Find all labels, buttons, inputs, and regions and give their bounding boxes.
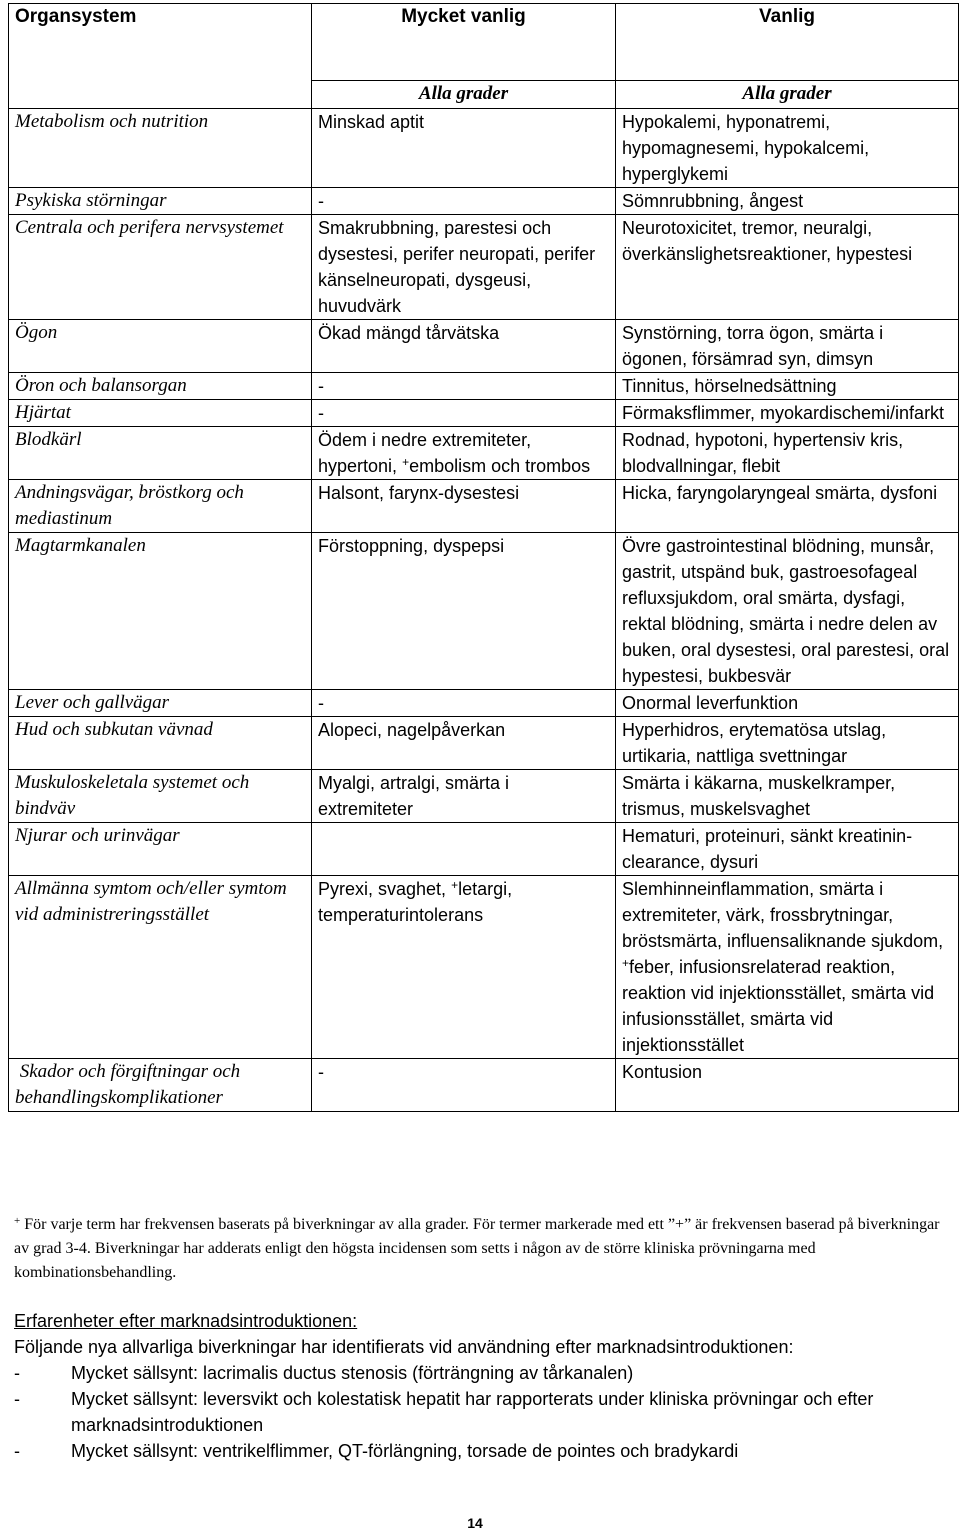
post-marketing-intro: Följande nya allvarliga biverkningar har identifierats vid användning efter marknadsintroduktionen: [14, 1337, 794, 1357]
very-common-cell: - [312, 373, 616, 400]
common-cell: Hyperhidros, erytematösa utslag, urtikaria, nattliga svettningar [616, 717, 959, 770]
list-item-text: Mycket sällsynt: lacrimalis ductus stenosis (förträngning av tårkanalen) [71, 1363, 634, 1383]
common-text-pre: Slemhinneinflammation, smärta i extremiteter, värk, frossbrytningar, bröstsmärta, influensaliknande sjukdom, [622, 879, 944, 951]
table-row [9, 876, 959, 1059]
table-row [9, 400, 959, 427]
very-common-cell: - [312, 188, 616, 215]
common-cell: Sömnrubbning, ångest [616, 188, 959, 215]
common-cell: Neurotoxicitet, tremor, neuralgi, överkänslighetsreaktioner, hypestesi [616, 215, 959, 320]
common-cell: Hematuri, proteinuri, sänkt kreatinin-clearance, dysuri [616, 823, 959, 876]
list-item [14, 1360, 944, 1386]
very-common-text-pre: Pyrexi, svaghet, [318, 879, 452, 899]
organ-cell: Allmänna symtom och/eller symtom vid administreringsstället [9, 876, 312, 1059]
common-text-post: feber, infusionsrelaterad reaktion, reaktion vid injektionsstället, smärta vid infusionsstället, smärta vid injektionsstället [622, 957, 935, 1055]
common-cell: Kontusion [616, 1059, 959, 1112]
organ-cell: Andningsvägar, bröstkorg och mediastinum [9, 480, 312, 533]
header-organsystem: Organsystem [9, 4, 312, 109]
adverse-reactions-table [8, 3, 959, 1112]
table-row [9, 427, 959, 480]
table-row [9, 373, 959, 400]
table-header-row [9, 4, 959, 81]
table-row [9, 1059, 959, 1112]
table-row [9, 823, 959, 876]
organ-cell: Njurar och urinvägar [9, 823, 312, 876]
very-common-cell: - [312, 1059, 616, 1112]
table-row [9, 320, 959, 373]
plus-marker: + [451, 878, 459, 892]
table-row [9, 109, 959, 188]
table-row [9, 215, 959, 320]
very-common-cell: Minskad aptit [312, 109, 616, 188]
post-marketing-section [14, 1308, 944, 1464]
bullet-dash: - [14, 1363, 20, 1383]
organ-cell: Metabolism och nutrition [9, 109, 312, 188]
table-row [9, 188, 959, 215]
list-item [14, 1386, 944, 1438]
common-cell: Hicka, faryngolaryngeal smärta, dysfoni [616, 480, 959, 533]
bullet-dash: - [14, 1441, 20, 1461]
very-common-cell: Ökad mängd tårvätska [312, 320, 616, 373]
grade-label-very-common: Alla grader [312, 81, 616, 109]
very-common-cell: Halsont, farynx-dysestesi [312, 480, 616, 533]
organ-cell: Magtarmkanalen [9, 533, 312, 690]
very-common-cell: - [312, 690, 616, 717]
table-row [9, 690, 959, 717]
table-row [9, 770, 959, 823]
very-common-text-pre: Ödem i nedre extremiteter, hypertoni, [318, 430, 532, 476]
very-common-cell: Alopeci, nagelpåverkan [312, 717, 616, 770]
very-common-cell: - [312, 400, 616, 427]
organ-cell: Hud och subkutan vävnad [9, 717, 312, 770]
common-cell: Förmaksflimmer, myokardischemi/infarkt [616, 400, 959, 427]
organ-cell: Muskuloskeletala systemet och bindväv [9, 770, 312, 823]
organ-cell: Psykiska störningar [9, 188, 312, 215]
plus-marker: + [622, 956, 630, 970]
organ-cell: Lever och gallvägar [9, 690, 312, 717]
very-common-text-post: embolism och trombos [409, 456, 591, 476]
organ-cell: Skador och förgiftningar och behandlingskomplikationer [9, 1059, 312, 1112]
very-common-cell [312, 427, 616, 480]
common-cell: Onormal leverfunktion [616, 690, 959, 717]
organ-cell: Blodkärl [9, 427, 312, 480]
table-row [9, 717, 959, 770]
very-common-cell: Förstoppning, dyspepsi [312, 533, 616, 690]
grade-label-common: Alla grader [616, 81, 959, 109]
common-cell: Tinnitus, hörselnedsättning [616, 373, 959, 400]
list-item-text: Mycket sällsynt: leversvikt och kolestatisk hepatit har rapporterats under kliniska prövningar och efter marknadsintroduktionen [71, 1389, 874, 1435]
very-common-cell [312, 823, 616, 876]
common-cell: Synstörning, torra ögon, smärta i ögonen, försämrad syn, dimsyn [616, 320, 959, 373]
organ-cell: Ögon [9, 320, 312, 373]
table-row [9, 480, 959, 533]
list-item-text: Mycket sällsynt: ventrikelflimmer, QT-förlängning, torsade de pointes och bradykardi [71, 1441, 739, 1461]
bullet-dash: - [14, 1389, 20, 1409]
plus-marker: + [402, 455, 410, 469]
common-cell: Smärta i käkarna, muskelkramper, trismus, muskelsvaghet [616, 770, 959, 823]
table-row [9, 533, 959, 690]
post-marketing-heading: Erfarenheter efter marknadsintroduktionen: [14, 1311, 358, 1331]
common-cell: Övre gastrointestinal blödning, munsår, gastrit, utspänd buk, gastroesofageal refluxsjukdom, oral smärta, dysfagi, rektal blödning, smärta i nedre delen av buken, oral dysestesi, oral parestesi, oral hypestesi, bukbesvär [616, 533, 959, 690]
page-number: 14 [467, 1515, 483, 1531]
organ-cell: Hjärtat [9, 400, 312, 427]
very-common-text-post: letargi, temperaturintolerans [318, 879, 513, 925]
very-common-cell: Smakrubbning, parestesi och dysestesi, perifer neuropati, perifer känselneuropati, dysgeusi, huvudvärk [312, 215, 616, 320]
common-cell: Rodnad, hypotoni, hypertensiv kris, blodvallningar, flebit [616, 427, 959, 480]
common-cell [616, 876, 959, 1059]
list-item [14, 1438, 944, 1464]
footnote-marker: + [14, 1215, 21, 1227]
header-very-common: Mycket vanlig [312, 4, 616, 81]
common-cell: Hypokalemi, hyponatremi, hypomagnesemi, hypokalcemi, hyperglykemi [616, 109, 959, 188]
table-footnote [14, 1213, 944, 1285]
organ-cell: Centrala och perifera nervsystemet [9, 215, 312, 320]
very-common-cell: Myalgi, artralgi, smärta i extremiteter [312, 770, 616, 823]
post-marketing-list [14, 1360, 944, 1464]
very-common-cell [312, 876, 616, 1059]
organ-cell: Öron och balansorgan [9, 373, 312, 400]
footnote-text: För varje term har frekvensen baserats på biverkningar av alla grader. För termer markerade med ett ”+” är frekvensen baserad på biverkningar av grad 3-4. Biverkningar har adderats enligt den högsta incidensen som setts i någon av de större kliniska prövningarna med kombinationsbehandling. [14, 1216, 940, 1281]
header-common: Vanlig [616, 4, 959, 81]
